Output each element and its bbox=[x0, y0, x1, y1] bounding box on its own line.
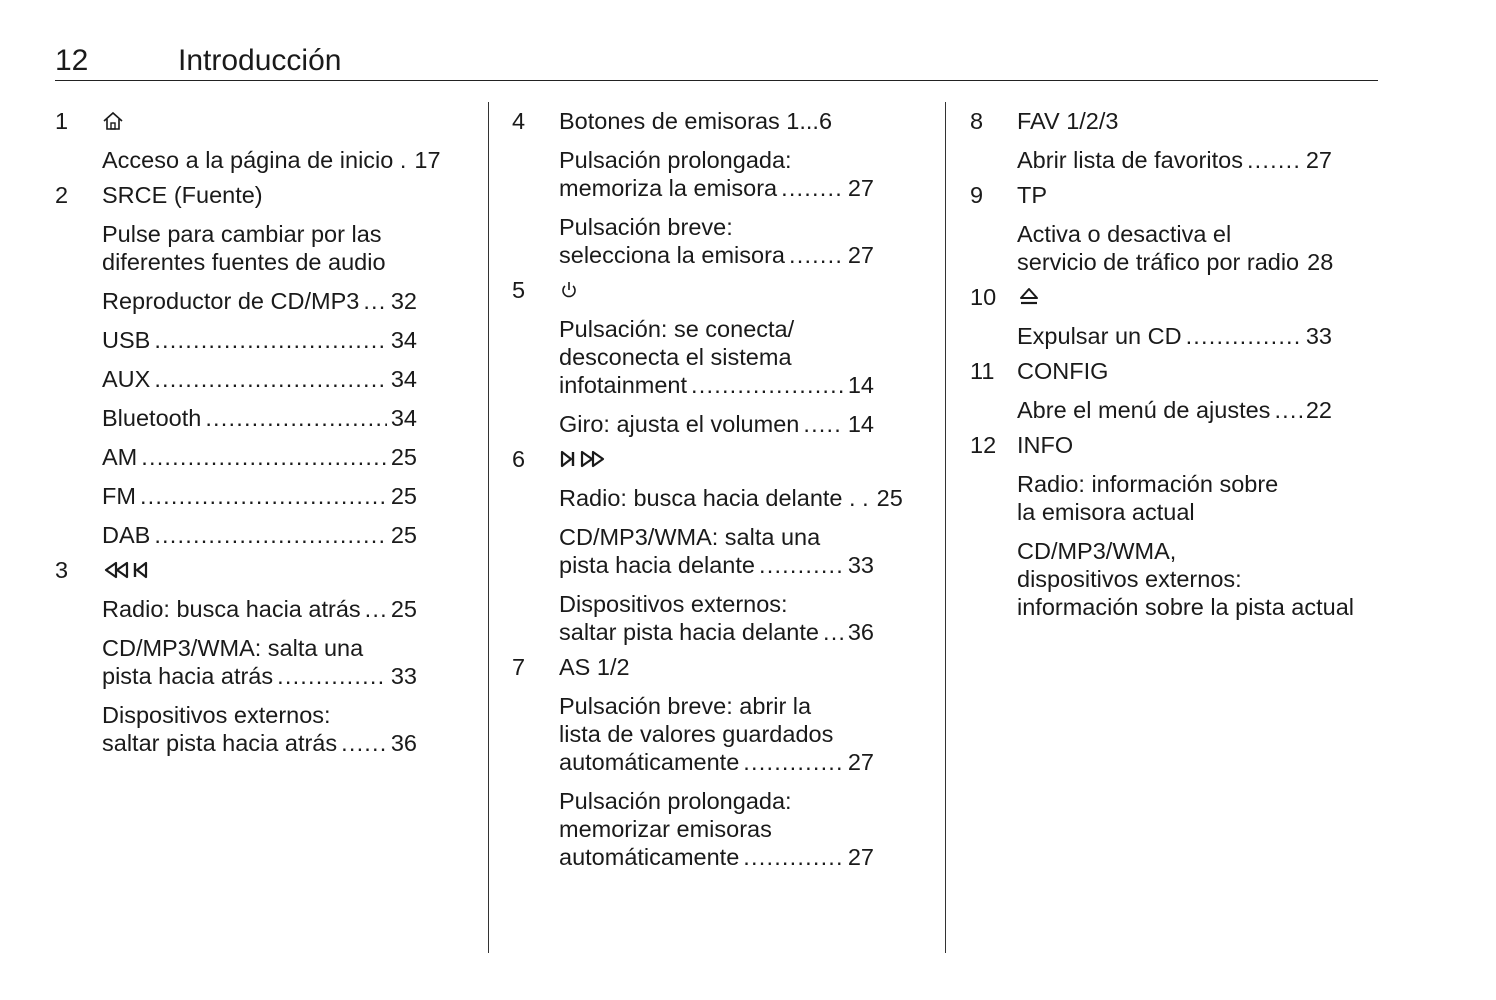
entry-description bbox=[102, 482, 417, 510]
page-reference: 27 bbox=[847, 844, 874, 870]
entry-label bbox=[559, 445, 609, 473]
entry-label-text: CONFIG bbox=[1017, 358, 1109, 384]
description-line: Dispositivos externos: bbox=[102, 702, 331, 728]
description-line: Pulsación: se conecta/ bbox=[559, 316, 795, 342]
toc-text: memoriza la emisora bbox=[559, 175, 778, 201]
entry-label bbox=[102, 107, 124, 135]
entry-number: 10 bbox=[970, 284, 997, 310]
dot-leader bbox=[781, 174, 844, 202]
entry-description bbox=[559, 590, 874, 646]
page-reference: 36 bbox=[390, 730, 417, 756]
dot-leader bbox=[803, 410, 844, 438]
page-reference: 25 bbox=[390, 522, 417, 548]
toc-line bbox=[559, 484, 903, 512]
entry-number: 3 bbox=[55, 557, 69, 583]
entry-description bbox=[559, 315, 874, 399]
description-line: Pulsación prolongada: bbox=[559, 147, 792, 173]
entry-number: 9 bbox=[970, 182, 984, 208]
toc-text: Giro: ajusta el volumen bbox=[559, 411, 800, 437]
entry-number: 6 bbox=[512, 446, 526, 472]
column-divider bbox=[945, 102, 946, 953]
page-reference: 27 bbox=[847, 242, 874, 268]
next-fastforward-icon bbox=[559, 446, 609, 472]
description-line: Dispositivos externos: bbox=[559, 591, 788, 617]
entry-number: 2 bbox=[55, 182, 69, 208]
entry-label-text: FAV 1/2/3 bbox=[1017, 108, 1119, 134]
entry-header bbox=[512, 653, 874, 681]
page-reference: 32 bbox=[390, 288, 417, 314]
toc-line bbox=[559, 618, 874, 646]
toc-text: Abre el menú de ajustes bbox=[1017, 397, 1271, 423]
description-line: Activa o desactiva el bbox=[1017, 221, 1232, 247]
page-reference: 34 bbox=[390, 327, 417, 353]
toc-line bbox=[102, 443, 417, 471]
toc-text: Abrir lista de favoritos bbox=[1017, 147, 1243, 173]
dot-leader bbox=[141, 443, 387, 471]
entry-label bbox=[102, 556, 150, 584]
entry-header bbox=[512, 445, 874, 473]
dot-leader bbox=[789, 241, 844, 269]
entry-label-text: AS 1/2 bbox=[559, 654, 630, 680]
page-reference: 34 bbox=[390, 366, 417, 392]
toc-text: USB bbox=[102, 327, 151, 353]
entry-description bbox=[559, 787, 874, 871]
description-line: lista de valores guardados bbox=[559, 721, 834, 747]
toc-text: Reproductor de CD/MP3 bbox=[102, 288, 360, 314]
entry-label-text: INFO bbox=[1017, 432, 1074, 458]
toc-line bbox=[559, 174, 874, 202]
toc-line bbox=[102, 365, 417, 393]
entry-description bbox=[559, 484, 903, 512]
entry-label bbox=[102, 181, 263, 209]
entry-label-text: SRCE (Fuente) bbox=[102, 182, 263, 208]
entry-description bbox=[1017, 220, 1332, 276]
toc-text: FM bbox=[102, 483, 136, 509]
page-reference: 28 bbox=[1307, 249, 1334, 275]
dot-leader bbox=[154, 365, 387, 393]
page-reference: 25 bbox=[876, 485, 903, 511]
column-1 bbox=[55, 100, 441, 757]
page-reference: 17 bbox=[414, 147, 441, 173]
toc-line bbox=[559, 551, 874, 579]
toc-text: automáticamente bbox=[559, 844, 740, 870]
entry-header bbox=[970, 283, 1332, 311]
toc-line bbox=[559, 748, 874, 776]
page-reference: 25 bbox=[390, 483, 417, 509]
entry-number: 5 bbox=[512, 277, 526, 303]
entry-number: 7 bbox=[512, 654, 526, 680]
toc-text: pista hacia delante bbox=[559, 552, 755, 578]
toc-line bbox=[102, 287, 417, 315]
entry-description bbox=[1017, 537, 1355, 621]
toc-line bbox=[1017, 396, 1332, 424]
entry-header bbox=[970, 181, 1332, 209]
page-reference: 22 bbox=[1305, 397, 1332, 423]
rewind-previous-icon bbox=[102, 557, 150, 583]
page-number: 12 bbox=[55, 44, 89, 77]
entry-header bbox=[55, 556, 417, 584]
toc-line bbox=[559, 843, 874, 871]
entry-description bbox=[559, 213, 874, 269]
page-reference: 36 bbox=[847, 619, 874, 645]
toc-line bbox=[102, 326, 417, 354]
toc-text: saltar pista hacia atrás bbox=[102, 730, 338, 756]
column-3 bbox=[970, 100, 1355, 621]
entry-description bbox=[102, 220, 417, 276]
toc-text: automáticamente bbox=[559, 749, 740, 775]
description-line: Pulsación breve: bbox=[559, 214, 733, 240]
description-line: diferentes fuentes de audio bbox=[102, 249, 386, 275]
entry-label-text: TP bbox=[1017, 182, 1048, 208]
dot-leader bbox=[363, 287, 387, 315]
page-header bbox=[55, 40, 1378, 81]
entry-description bbox=[559, 146, 874, 202]
entry-label bbox=[1017, 107, 1118, 135]
dot-leader bbox=[205, 404, 387, 432]
toc-text: servicio de tráfico por radio bbox=[1017, 249, 1300, 275]
toc-text: selecciona la emisora bbox=[559, 242, 785, 268]
entry-description bbox=[1017, 322, 1332, 350]
page-reference: 34 bbox=[390, 405, 417, 431]
page-reference: 14 bbox=[847, 372, 874, 398]
entry-description bbox=[102, 443, 417, 471]
description-line: memorizar emisoras bbox=[559, 816, 772, 842]
toc-text: DAB bbox=[102, 522, 151, 548]
dot-leader bbox=[154, 326, 387, 354]
description-line: CD/MP3/WMA, bbox=[1017, 538, 1177, 564]
description-line: Pulse para cambiar por las bbox=[102, 221, 382, 247]
dot-leader bbox=[277, 662, 387, 690]
entry-header bbox=[55, 181, 417, 209]
entry-label-text: Botones de emisoras 1...6 bbox=[559, 108, 833, 134]
entry-description bbox=[1017, 146, 1332, 174]
description-line: información sobre la pista actual bbox=[1017, 594, 1355, 620]
entry-label bbox=[559, 653, 630, 681]
dot-leader bbox=[823, 618, 844, 646]
page-reference: 27 bbox=[847, 175, 874, 201]
entry-label bbox=[1017, 283, 1041, 311]
page-reference: 27 bbox=[847, 749, 874, 775]
toc-text: Bluetooth bbox=[102, 405, 202, 431]
toc-text: saltar pista hacia delante bbox=[559, 619, 819, 645]
entry-description bbox=[102, 326, 417, 354]
toc-text: infotainment bbox=[559, 372, 688, 398]
page-reference: 27 bbox=[1305, 147, 1332, 173]
column-divider bbox=[488, 102, 489, 953]
entry-label bbox=[559, 276, 579, 304]
entry-header bbox=[55, 107, 417, 135]
entry-description bbox=[102, 595, 417, 623]
entry-label bbox=[1017, 357, 1108, 385]
toc-line bbox=[102, 729, 417, 757]
dot-leader bbox=[759, 551, 844, 579]
toc-line bbox=[102, 595, 417, 623]
description-line: CD/MP3/WMA: salta una bbox=[559, 524, 821, 550]
dot-leader bbox=[691, 371, 844, 399]
entry-header bbox=[970, 107, 1332, 135]
toc-line bbox=[1017, 322, 1332, 350]
entry-header bbox=[970, 431, 1332, 459]
page-reference: 33 bbox=[390, 663, 417, 689]
entry-description bbox=[102, 287, 417, 315]
entry-description bbox=[102, 404, 417, 432]
dot-leader bbox=[365, 595, 387, 623]
entry-description bbox=[102, 365, 417, 393]
toc-text: Radio: busca hacia delante . . bbox=[559, 485, 869, 511]
description-line: Pulsación prolongada: bbox=[559, 788, 792, 814]
power-icon bbox=[559, 277, 579, 303]
entry-number: 8 bbox=[970, 108, 984, 134]
entry-description bbox=[559, 692, 874, 776]
entry-description bbox=[1017, 396, 1332, 424]
entry-description bbox=[559, 410, 874, 438]
section-title: Introducción bbox=[178, 44, 342, 77]
entry-header bbox=[512, 276, 874, 304]
toc-text: AM bbox=[102, 444, 138, 470]
toc-line bbox=[559, 241, 874, 269]
entry-number: 12 bbox=[970, 432, 997, 458]
page-reference: 33 bbox=[847, 552, 874, 578]
entry-description bbox=[102, 701, 417, 757]
dot-leader bbox=[140, 482, 387, 510]
toc-line bbox=[1017, 248, 1332, 276]
entry-description bbox=[102, 634, 417, 690]
dot-leader bbox=[1274, 396, 1301, 424]
description-line: CD/MP3/WMA: salta una bbox=[102, 635, 364, 661]
toc-line bbox=[102, 146, 441, 174]
entry-label bbox=[1017, 181, 1047, 209]
toc-line bbox=[102, 404, 417, 432]
description-line: Radio: información sobre bbox=[1017, 471, 1279, 497]
toc-text: Expulsar un CD bbox=[1017, 323, 1182, 349]
entry-number: 1 bbox=[55, 108, 69, 134]
dot-leader bbox=[743, 843, 844, 871]
entry-description bbox=[102, 521, 417, 549]
dot-leader bbox=[154, 521, 387, 549]
entry-number: 4 bbox=[512, 108, 526, 134]
toc-line bbox=[559, 410, 874, 438]
toc-line bbox=[102, 662, 417, 690]
description-line: Pulsación breve: abrir la bbox=[559, 693, 812, 719]
toc-line bbox=[102, 482, 417, 510]
column-2 bbox=[512, 100, 903, 871]
toc-text: AUX bbox=[102, 366, 151, 392]
entry-label bbox=[1017, 431, 1073, 459]
entry-header bbox=[970, 357, 1332, 385]
entry-label bbox=[559, 107, 832, 135]
toc-text: pista hacia atrás bbox=[102, 663, 274, 689]
dot-leader bbox=[1247, 146, 1302, 174]
description-line: la emisora actual bbox=[1017, 499, 1195, 525]
page-reference: 25 bbox=[390, 596, 417, 622]
home-icon bbox=[102, 108, 124, 134]
dot-leader bbox=[341, 729, 387, 757]
entry-description bbox=[1017, 470, 1332, 526]
page-reference: 33 bbox=[1305, 323, 1332, 349]
toc-text: Radio: busca hacia atrás bbox=[102, 596, 361, 622]
page-reference: 25 bbox=[390, 444, 417, 470]
description-line: desconecta el sistema bbox=[559, 344, 792, 370]
entry-number: 11 bbox=[970, 358, 995, 384]
description-line: dispositivos externos: bbox=[1017, 566, 1242, 592]
page-reference: 14 bbox=[847, 411, 874, 437]
eject-icon bbox=[1017, 284, 1041, 310]
toc-text: Acceso a la página de inicio . bbox=[102, 147, 407, 173]
entry-description bbox=[102, 146, 441, 174]
entry-header bbox=[512, 107, 874, 135]
toc-line bbox=[102, 521, 417, 549]
dot-leader bbox=[1186, 322, 1302, 350]
toc-line bbox=[1017, 146, 1332, 174]
dot-leader bbox=[743, 748, 844, 776]
toc-line bbox=[559, 371, 874, 399]
entry-description bbox=[559, 523, 874, 579]
